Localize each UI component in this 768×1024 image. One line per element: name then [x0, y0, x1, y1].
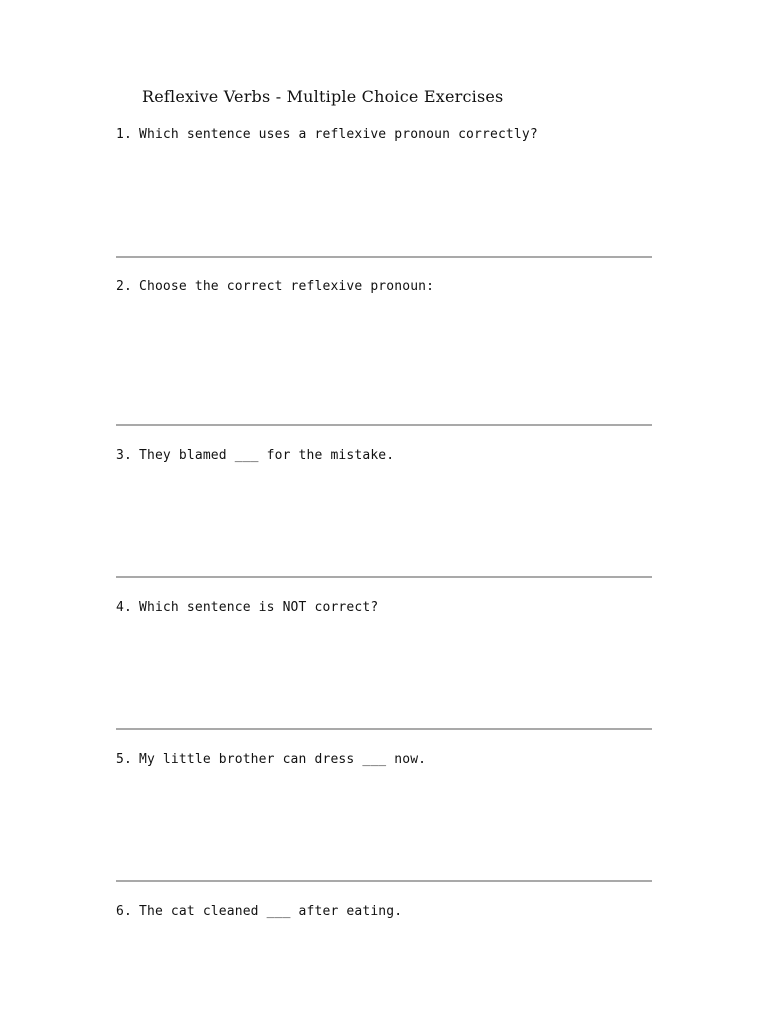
- question-text: Choose the correct reflexive pronoun:: [139, 279, 435, 294]
- question-number: 5.: [116, 752, 132, 767]
- question-text: They blamed ___ for the mistake.: [139, 448, 395, 463]
- question-number: 1.: [116, 127, 132, 142]
- question-5: [116, 752, 426, 767]
- answer-divider: [116, 728, 652, 730]
- question-number: 3.: [116, 448, 132, 463]
- answer-divider: [116, 880, 652, 882]
- answer-divider: [116, 576, 652, 578]
- question-text: The cat cleaned ___ after eating.: [139, 904, 403, 919]
- question-text: My little brother can dress ___ now.: [139, 752, 427, 767]
- question-4: [116, 600, 378, 615]
- question-3: [116, 448, 394, 463]
- question-1: [116, 127, 538, 142]
- question-number: 2.: [116, 279, 132, 294]
- answer-divider: [116, 424, 652, 426]
- question-text: Which sentence is NOT correct?: [139, 600, 379, 615]
- question-number: 6.: [116, 904, 132, 919]
- question-6: [116, 904, 402, 919]
- question-2: [116, 279, 434, 294]
- answer-divider: [116, 256, 652, 258]
- question-number: 4.: [116, 600, 132, 615]
- question-text: Which sentence uses a reflexive pronoun correctly?: [139, 127, 538, 142]
- page-title: Reflexive Verbs - Multiple Choice Exercises: [142, 87, 504, 106]
